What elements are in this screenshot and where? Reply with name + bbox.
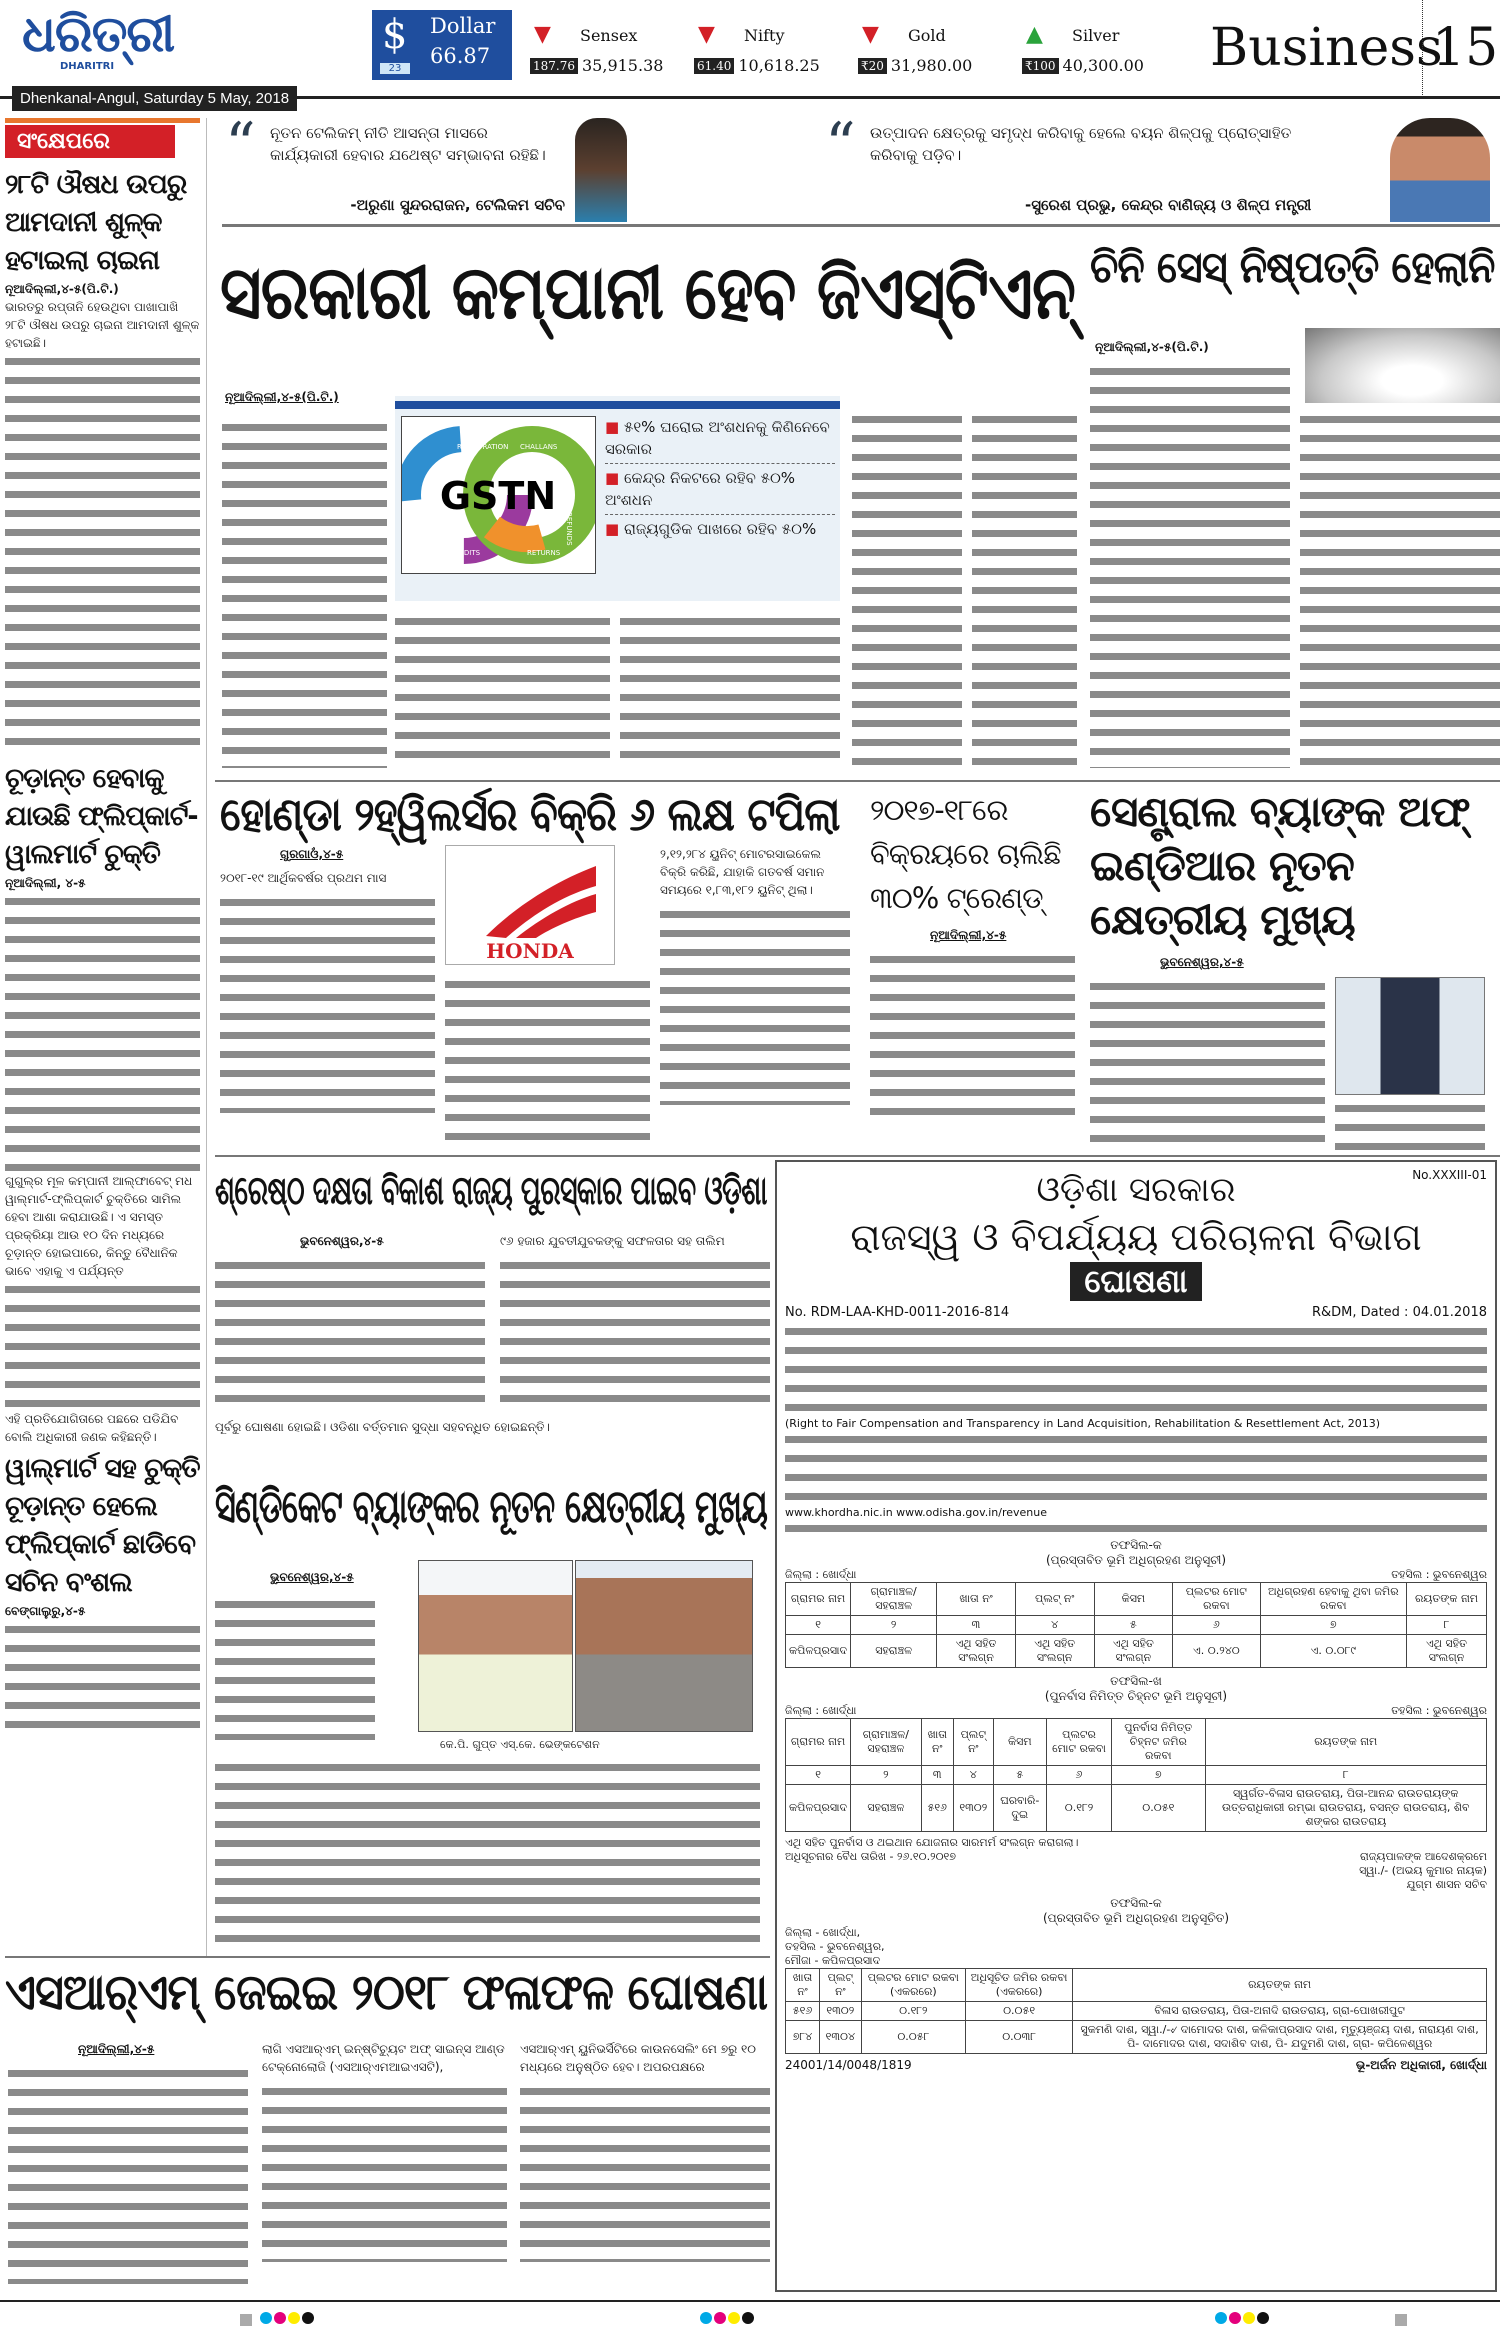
signatory: ସ୍ୱା./- (ଅଭୟ କୁମାର ନାୟକ): [1359, 1864, 1487, 1877]
location-line: ମୌଜା - କପିଳପ୍ରସାଦ: [785, 1954, 881, 1967]
brief-label: ସଂକ୍ଷେପରେ: [5, 125, 175, 158]
registration-marks: [0, 2312, 1500, 2332]
sugar-headline: ଚିନି ସେସ୍ ନିଷ୍ପତ୍ତି ହେଲାନି: [1090, 242, 1495, 293]
column-header: ଖାତା ନଂ: [921, 1719, 953, 1766]
brief-dateline-2: ନୂଆଦିଲ୍ଲୀ, ୪-୫: [5, 876, 86, 890]
notice-code: 24001/14/0048/1819: [785, 2058, 912, 2072]
quote-1: [225, 110, 785, 218]
signatory-title: ଯୁଗ୍ମ ଶାସନ ସଚିବ: [1406, 1878, 1487, 1891]
honda-lead-2: ୨,୧୨,୨୮୪ ୟୁନିଟ୍ ମୋଟରସାଇକେଲ ବିକ୍ରି କରିଛି, ଯାହାକି ଗତବର୍ଷ ସମାନ ସମୟରେ ୧,୮୩,୧୮୨ ୟୁନିଟ୍ ଥିଲା।: [660, 847, 825, 897]
table-cell: ୦.୦୫୮: [861, 2021, 965, 2054]
table-cell: ଏଥି ସହିତ ସଂଲଗ୍ନ: [1094, 1635, 1173, 1668]
valid-date: ଅଧିସୂଚନାର ବୈଧ ତାରିଖ - ୨୬.୧୦.୨୦୧୭: [785, 1850, 957, 1863]
column-header: କିସମ: [993, 1719, 1046, 1766]
tahasil: ତହସିଲ : ଭୁବନେଶ୍ୱର: [1391, 1568, 1487, 1581]
gstn-logo-text: GSTN: [439, 474, 557, 518]
quote-author: -ଅରୁଣା ସୁନ୍ଦରରାଜନ, ଟେଲିକମ ସଚିବ: [350, 196, 565, 214]
schedule-c-table: [785, 1968, 1487, 2054]
sugar-dateline: ନୂଆଦିଲ୍ଲୀ,୪-୫(ପି.ଟି.): [1095, 340, 1209, 354]
column-header: ଅଧିଗ୍ରହଣ ହେବାକୁ ଥିବା ଜମିର ରକବା: [1260, 1583, 1406, 1616]
section-title: Business: [1210, 18, 1443, 78]
notice-gov: ଓଡ଼ିଶା ସରକାର: [1036, 1170, 1236, 1210]
honda-wing-icon: [446, 846, 614, 964]
ticker-value: 40,300.00: [1062, 56, 1144, 75]
ticker-change: ₹20: [858, 58, 887, 74]
column-header: କିସମ: [1094, 1583, 1173, 1616]
masthead-logo[interactable]: [22, 5, 192, 72]
table-cell: ୧୩୦୨: [819, 2002, 861, 2021]
column-header: ଗ୍ରାମାଞ୍ଚଳ/ ସହରାଞ୍ଚଳ: [851, 1583, 937, 1616]
schedule-c-subtitle: (ପ୍ରସ୍ତାବିତ ଭୂମି ଅଧିଗ୍ରହଣ ଅନୁସୂଚିତ): [1042, 1911, 1230, 1925]
table-cell: କପିଳପ୍ରସାଦ: [786, 1785, 851, 1832]
skill-dateline: ଭୁବନେଶ୍ୱର,୪-୫: [300, 1234, 384, 1248]
table-row: [786, 2002, 1487, 2021]
skill-lead: ୯୬ ହଜାର ଯୁବତୀଯୁବକଙ୍କୁ ସଫଳତାର ସହ ତାଲିମ: [500, 1234, 725, 1248]
dollar-icon: $: [382, 12, 408, 58]
table-number-row: [786, 1766, 1487, 1785]
brief-headline-2: ଚୂଡ଼ାନ୍ତ ହେବାକୁ ଯାଉଛି ଫ୍ଲିପ୍‌କାର୍ଟ-ୱାଲମାର୍ଟ ଚୁକ୍ତି: [5, 763, 198, 870]
table-cell: ସୁକମଣି ଦାଶ, ସ୍ୱା./-୰ ଦାମୋଦର ଦାଶ, କଳିକାପ୍ରସାଦ ଦାଶ, ମୃତ୍ୟୁଞ୍ଜୟ ଦାଶ, ନାରାୟଣ ଦାଶ, ପି- ଦାମୋଦର ଦାଶ, ସଦାଶିବ ଦାଶ, ପି- ଯଦୁମଣି ଦାଶ, ଗ୍ରା- କପିଳେଶ୍ୱର: [1073, 2021, 1487, 2054]
location-line: ତହସିଲ - ଭୁବନେଶ୍ୱର,: [785, 1940, 885, 1953]
dollar-change: 23: [380, 63, 410, 74]
table-cell: ୭୮୪: [786, 2021, 820, 2054]
svg-text:REGISTRATION: REGISTRATION: [457, 443, 509, 451]
location-line: ଜିଲ୍ଲା - ଖୋର୍ଦ୍ଧା,: [785, 1926, 861, 1939]
arrow-down-icon: ▼: [862, 22, 879, 47]
column-number: ୩: [921, 1766, 953, 1785]
gstn-logo: [401, 416, 596, 574]
column-number: ୭: [1260, 1616, 1406, 1635]
dollar-box: [372, 10, 512, 80]
gstn-highlight: ■ ୫୧% ଘରୋଇ ଅଂଶଧନକୁ କିଣିନେବେ ସରକାର: [605, 416, 835, 464]
central-bank-photo: [1335, 977, 1485, 1095]
svg-text:CHALLANS: CHALLANS: [520, 443, 558, 451]
row-rule: [215, 1155, 1500, 1157]
table-cell: ଏଥି ସହିତ ସଂଲଗ୍ନ: [937, 1635, 1016, 1668]
notice-number: No.XXXIII-01: [1412, 1168, 1487, 1182]
notice-officer: ଭୂ-ଅର୍ଜନ ଅଧିକାରୀ, ଖୋର୍ଦ୍ଧା: [1355, 2058, 1487, 2072]
gstn-infobox: [395, 396, 840, 601]
brief-tail-2: ଏହି ପ୍ରତିଯୋଗିତାରେ ପଛରେ ପଡିଯିବ ବୋଲି ଅଧିକାରୀ ଜଣକ କହିଛନ୍ତି।: [5, 1412, 179, 1444]
svg-text:HONDA: HONDA: [486, 939, 574, 963]
syndicate-headline: ସିଣ୍ଡିକେଟ ବ୍ୟାଙ୍କର ନୂତନ କ୍ଷେତ୍ରୀୟ ମୁଖ୍ୟ: [215, 1479, 768, 1533]
schedule-c-title: ତଫସିଲ-କ: [1110, 1896, 1162, 1910]
column-header: ପ୍ଲଟ୍ ନଂ: [953, 1719, 993, 1766]
notice-dated: R&DM, Dated : 04.01.2018: [1311, 1305, 1487, 1320]
quote-icon: “: [225, 110, 256, 180]
column-number: ୪: [1015, 1616, 1094, 1635]
ticker-change: 187.76: [530, 58, 578, 74]
srm-lead: ଲାଗି ଏସଆର୍‌ଏମ୍ ଇନ୍‌ଷ୍ଟିଚ୍ୟୁଟ ଅଫ୍ ସାଇନ୍ସ ଆଣ୍ଡ ଟେକ୍ନୋଲୋଜି (ଏସଆର୍‌ଏମଆଇଏସଟି),: [262, 2042, 505, 2074]
svg-text:RETURNS: RETURNS: [527, 549, 561, 557]
notice-ref: No. RDM-LAA-KHD-0011-2016-814: [785, 1305, 1010, 1320]
table-cell: ଏ. ୦.୨୪୦: [1173, 1635, 1260, 1668]
ticker-nifty: [694, 22, 846, 82]
column-header: ରୟତଙ୍କ ନାମ: [1073, 1969, 1487, 2002]
svg-text:APPEALS: APPEALS: [421, 496, 429, 527]
ticker-change: 61.40: [694, 58, 734, 74]
column-header: ପ୍ଲଟ୍ ନଂ: [819, 1969, 861, 2002]
notice-body-en: (Right to Fair Compensation and Transparency in Land Acquisition, Rehabilitation & Resettlement Act, 2013): [785, 1417, 1381, 1430]
gstn-headline: ସରକାରୀ କମ୍ପାନୀ ହେବ ଜିଏସ୍‌ଟିଏନ୍‌: [220, 250, 1076, 336]
srm-dateline: ନୂଆଦିଲ୍ଲୀ,୪-୫: [78, 2042, 155, 2056]
dollar-value: 66.87: [430, 44, 491, 68]
table-cell: ସହରାଞ୍ଚଳ: [851, 1635, 937, 1668]
column-number: ୫: [1094, 1616, 1173, 1635]
gstn-highlight: ■ ରାଜ୍ୟଗୁଡିକ ପାଖରେ ରହିବ ୫୦%: [605, 520, 817, 538]
government-notice: [775, 1160, 1497, 2292]
column-header: ରୟତଙ୍କ ନାମ: [1205, 1719, 1487, 1766]
notice-title: ଘୋଷଣା: [1070, 1262, 1201, 1301]
skill-headline: ଶ୍ରେଷ୍ଠ ଦକ୍ଷତା ବିକାଶ ରାଜ୍ୟ ପୁରସ୍କାର ପାଇବ ଓଡ଼ିଶା: [215, 1168, 767, 1214]
srm-headline: ଏସଆର୍‌ଏମ୍ ଜେଇଇ ୨୦୧୮ ଫଳାଫଳ ଘୋଷଣା: [5, 1963, 768, 2021]
column-header: ଖାତା ନଂ: [937, 1583, 1016, 1616]
svg-text:AUDITS: AUDITS: [454, 549, 481, 557]
central-bank-dateline: ଭୁବନେଶ୍ୱର,୪-୫: [1160, 955, 1244, 969]
column-number: ୮: [1205, 1766, 1487, 1785]
schedule-b-subtitle: (ପୁନର୍ବାସ ନିମିତ୍ତ ଚିହ୍ନଟ ଭୂମି ଅନୁସୂଚୀ): [1044, 1689, 1228, 1703]
table-row: [786, 2021, 1487, 2054]
arrow-down-icon: ▼: [534, 22, 551, 47]
skill-tail: ପୂର୍ବରୁ ଘୋଷଣା ହୋଇଛି। ଓଡିଶା ବର୍ତ୍ତମାନ ସୁଦ୍ଧା ସହବନ୍ଧିତ ହୋଇଛନ୍ତି।: [215, 1420, 550, 1434]
brief-dateline-3: ବେଙ୍ଗାଲୁରୁ,୪-୫: [5, 1604, 86, 1618]
ticker-name: Silver: [1072, 26, 1120, 45]
table-cell: ୧୩୦୪: [819, 2021, 861, 2054]
syndicate-caption: କେ.ପି. ଗୁପ୍ତ ଏସ୍.କେ. ଭେଙ୍କଟେଶନ: [440, 1738, 600, 1751]
column-header: ଗ୍ରାମର ନାମ: [786, 1583, 851, 1616]
brief-column: [5, 118, 200, 1730]
table-header: [786, 1969, 1487, 2002]
column-header: ପ୍ଲଟର ମୋଟ ରକବା: [1173, 1583, 1260, 1616]
edition-date: Dhenkanal-Angul, Saturday 5 May, 2018: [12, 86, 297, 111]
schedule-a-subtitle: (ପ୍ରସ୍ତାବିତ ଭୂମି ଅଧିଗ୍ରହଣ ଅନୁସୂଚୀ): [1045, 1553, 1227, 1567]
footer-rule: [0, 2300, 1500, 2302]
column-header: ରୟତଙ୍କ ନାମ: [1407, 1583, 1487, 1616]
table-row: [786, 1635, 1487, 1668]
gstn-highlight: ■ କେନ୍ଦ୍ର ନିକଟରେ ରହିବ ୫୦% ଅଂଶଧନ: [605, 464, 835, 515]
column-header: ଗ୍ରାମର ନାମ: [786, 1719, 851, 1766]
quote-text: ନୂତନ ଟେଲିକମ୍ ନୀତି ଆସନ୍ତା ମାସରେ କାର୍ଯ୍ୟକାରୀ ହେବାର ଯଥେଷ୍ଟ ସମ୍ଭାବନା ରହିଛି।: [270, 124, 546, 164]
table-cell: ୦.୦୫୧: [1112, 1785, 1205, 1832]
column-number: ୫: [993, 1766, 1046, 1785]
table-header: [786, 1583, 1487, 1616]
page-number: 15: [1432, 18, 1499, 78]
divider: [1422, 0, 1423, 95]
ticker-value: 31,980.00: [890, 56, 973, 75]
table-cell: ଏଥି ସହିତ ସଂଲଗ୍ନ: [1407, 1635, 1487, 1668]
notice-dept: ରାଜସ୍ୱ ଓ ବିପର୍ଯ୍ୟୟ ପରିଚାଳନା ବିଭାଗ: [850, 1215, 1422, 1259]
venkatesan-photo: [575, 1560, 753, 1732]
table-cell: ବିଳାସ ରାଉତରାୟ, ପିତା-ଅନାଦି ରାଉତରାୟ, ଗ୍ରା-ପୋଖରୀପୁଟ: [1073, 2002, 1487, 2021]
notice-web: www.khordha.nic.in www.odisha.gov.in/revenue: [785, 1506, 1047, 1519]
table-row: [786, 1785, 1487, 1832]
gstn-dateline: ନୂଆଦିଲ୍ଲୀ,୪-୫(ପି.ଟି.): [225, 390, 339, 404]
table-cell: ଏଥି ସହିତ ସଂଲଗ୍ନ: [1015, 1635, 1094, 1668]
brief-dateline-1: ନୂଆଦିଲ୍ଲୀ,୪-୫(ପି.ଟି.): [5, 282, 119, 296]
summary-note: ଏଥି ସହିତ ପୁନର୍ବାସ ଓ ଥଇଥାନ ଯୋଜନାର ସାରମର୍ମ ସଂଲଗ୍ନ କରାଗଲା।: [785, 1836, 1079, 1849]
tahasil: ତହସିଲ : ଭୁବନେଶ୍ୱର: [1391, 1704, 1487, 1717]
svg-text:REFUNDS: REFUNDS: [565, 512, 573, 546]
brief-lead-2: ଗୁଗୁଲ୍‌ର ମୂଳ କମ୍ପାନୀ ଆଲ୍‌ଫାବେଟ୍ ମଧ ୱାଲ୍‌ମାର୍ଟ-ଫ୍ଲିପ୍‌କାର୍ଟ ଚୁକ୍ତିରେ ସାମିଲ ହେବା ଆଶା କରାଯାଉଛି। ଏ ସମସ୍ତ ପ୍ରକ୍ରିୟା ଆଉ ୧୦ ଦିନ ମଧ୍ୟରେ ଚୂଡ଼ାନ୍ତ ହୋଇପାରେ, କିନ୍ତୁ ବୈଧାନିକ ଭାବେ ଏହାକୁ ଏ ପର୍ଯ୍ୟନ୍ତ: [5, 1174, 193, 1278]
kp-gupta-photo: [418, 1560, 573, 1732]
column-header: ଖାତା ନଂ: [786, 1969, 820, 2002]
quote-text: ଉତ୍ପାଦନ କ୍ଷେତ୍ରକୁ ସମୃଦ୍ଧ କରିବାକୁ ହେଲେ ବୟନ ଶିଳ୍ପକୁ ପ୍ରୋତ୍ସାହିତ କରିବାକୁ ପଡ଼ିବ।: [870, 124, 1292, 164]
ticker-name: Gold: [908, 26, 946, 45]
honda-lead: ୨୦୧୮-୧୯ ଆର୍ଥିକବର୍ଷର ପ୍ରଥମ ମାସ: [220, 871, 387, 885]
quote-rule: [222, 224, 1500, 227]
table-cell: ୦.୧୮୨: [861, 2002, 965, 2021]
suresh-prabhu-photo: [1390, 118, 1490, 222]
trend-dateline: ନୂଆଦିଲ୍ଲୀ,୪-୫: [930, 928, 1007, 942]
table-cell: ୧୩୦୨: [953, 1785, 993, 1832]
gstn-logo-graphic: [402, 417, 595, 573]
column-header: ପ୍ଲଟର ମୋଟ ରକବା: [1046, 1719, 1111, 1766]
row-rule: [215, 780, 1500, 782]
row-rule: [5, 1956, 770, 1958]
table-cell: ୦.୧୮୨: [1046, 1785, 1111, 1832]
syndicate-dateline: ଭୁବନେଶ୍ୱର,୪-୫: [270, 1570, 354, 1584]
table-header: [786, 1719, 1487, 1766]
honda-dateline: ଗୁରଗାଓଁ,୪-୫: [280, 847, 344, 861]
brief-lead-1: ଭାରତରୁ ରପ୍ତାନି ହେଉଥିବା ପାଖାପାଖି ୨୮ଟି ଔଷଧ ଉପରୁ ଚାଇନା ଆମଦାନୀ ଶୁଳ୍କ ହଟାଇଛି।: [5, 300, 200, 350]
table-cell: ୦.୦୩୮: [965, 2021, 1072, 2054]
ticker-gold: [858, 22, 1010, 82]
column-number: ୪: [953, 1766, 993, 1785]
sugar-photo: [1305, 328, 1500, 403]
column-header: ପୁନର୍ବାସ ନିମିତ୍ତ ଚିହ୍ନଟ ଜମିର ରକବା: [1112, 1719, 1205, 1766]
column-header: ଅଧିସୂଚିତ ଜମିର ରକବା (ଏକରରେ): [965, 1969, 1072, 2002]
table-number-row: [786, 1616, 1487, 1635]
ticker-value: 10,618.25: [738, 56, 820, 75]
schedule-b-table: [785, 1718, 1487, 1832]
column-number: ୬: [1046, 1766, 1111, 1785]
district: ଜିଲ୍ଲା : ଖୋର୍ଦ୍ଧା: [785, 1704, 857, 1717]
column-divider: [206, 118, 207, 1958]
column-number: ୧: [786, 1766, 851, 1785]
ticker-name: Nifty: [744, 26, 785, 45]
ticker-name: Sensex: [580, 26, 638, 45]
honda-headline: ହୋଣ୍ଡା ୨ହ୍ୱିଲର୍ସର ବିକ୍ରି ୬ ଲକ୍ଷ ଟପିଲା: [220, 787, 840, 841]
column-number: ୨: [851, 1766, 921, 1785]
table-cell: ସହରାଞ୍ଚଳ: [851, 1785, 921, 1832]
quote-2: [825, 110, 1500, 218]
trend-headline: ୨୦୧୭-୧୮ରେ ବିକ୍ରୟରେ ଚାଲିଛି ୩୦% ଟ୍ରେଣ୍ଡ୍: [870, 793, 1061, 915]
column-number: ୮: [1407, 1616, 1487, 1635]
quote-author: -ସୁରେଶ ପ୍ରଭୁ, କେନ୍ଦ୍ର ବାଣିଜ୍ୟ ଓ ଶିଳ୍ପ ମନ୍ତ୍ରୀ: [1025, 196, 1312, 214]
column-number: ୧: [786, 1616, 851, 1635]
aruna-photo: [575, 118, 627, 222]
honda-logo: [445, 845, 615, 965]
column-number: ୨: [851, 1616, 937, 1635]
column-header: ପ୍ଲଟ୍ ନଂ: [1015, 1583, 1094, 1616]
srm-lead-2: ଏସଆର୍‌ଏମ୍ ୟୁନିଭର୍ସିଟିରେ କାଉନସେଲିଂ ମେ ୭ରୁ ୧୦ ମଧ୍ୟରେ ଅନୁଷ୍ଠିତ ହେବ। ଅପରପକ୍ଷରେ: [520, 2042, 756, 2074]
central-bank-headline: ସେଣ୍ଟ୍ରାଲ ବ୍ୟାଙ୍କ ଅଫ୍ ଇଣ୍ଡିଆର ନୂତନ କ୍ଷେତ୍ରୀୟ ମୁଖ୍ୟ: [1090, 787, 1470, 944]
brief-headline-1: ୨୮ଟି ଔଷଧ ଉପରୁ ଆମଦାନୀ ଶୁଳ୍କ ହଟାଇଲା ଚାଇନା: [5, 169, 187, 276]
quote-icon: “: [825, 110, 856, 180]
schedule-a-title: ତଫସିଲ-କ: [1110, 1538, 1162, 1552]
table-cell: ୦.୦୫୧: [965, 2002, 1072, 2021]
table-cell: କପିଳପ୍ରସାଦ: [786, 1635, 851, 1668]
district: ଜିଲ୍ଲା : ଖୋର୍ଦ୍ଧା: [785, 1568, 857, 1581]
column-number: ୩: [937, 1616, 1016, 1635]
dollar-label: Dollar: [430, 14, 496, 38]
table-cell: ୫୧୬: [921, 1785, 953, 1832]
column-header: ଗ୍ରାମାଞ୍ଚଳ/ ସହରାଞ୍ଚଳ: [851, 1719, 921, 1766]
logo-sub: DHARITRI: [60, 60, 115, 72]
arrow-down-icon: ▼: [698, 22, 715, 47]
column-number: ୭: [1112, 1766, 1205, 1785]
table-cell: ଘରବାରି-ଦୁଇ: [993, 1785, 1046, 1832]
schedule-b-title: ତଫସିଲ-ଖ: [1110, 1674, 1162, 1688]
arrow-up-icon: ▲: [1026, 22, 1043, 47]
table-cell: ୫୧୬: [786, 2002, 820, 2021]
ticker-change: ₹100: [1022, 58, 1059, 74]
column-header: ପ୍ଲଟର ମୋଟ ରକବା (ଏକରରେ): [861, 1969, 965, 2002]
table-cell: ସ୍ୱର୍ଗତ-ବିଳାସ ରାଉତରାୟ, ପିତା-ଆନନ୍ଦ ରାଉତରାୟଙ୍କ ଉତ୍ତରାଧିକାରୀ ରମ୍ଭା ରାଉତରାୟ, ବସନ୍ତ ରାଉତରାୟ, ଶିବ ଶଙ୍କର ରାଉତରାୟ: [1205, 1785, 1487, 1832]
ticker-sensex: [530, 22, 682, 82]
table-cell: ଏ. ୦.୦୮୯: [1260, 1635, 1406, 1668]
market-tickers: [530, 22, 1174, 82]
sign-line: ରାଜ୍ୟପାଳଙ୍କ ଆଦେଶକ୍ରମେ: [1360, 1850, 1487, 1863]
schedule-a-table: [785, 1582, 1487, 1668]
logo-text: ଧରିତ୍ରୀ: [22, 5, 175, 63]
column-number: ୬: [1173, 1616, 1260, 1635]
ticker-silver: [1022, 22, 1174, 82]
brief-headline-3: ୱାଲ୍‌ମାର୍ଟ ସହ ଚୁକ୍ତି ଚୂଡ଼ାନ୍ତ ହେଲେ ଫ୍ଲିପ୍‌କାର୍ଟ ଛାଡିବେ ସଚିନ ବଂଶଲ: [5, 1453, 200, 1598]
ticker-value: 35,915.38: [582, 56, 664, 75]
